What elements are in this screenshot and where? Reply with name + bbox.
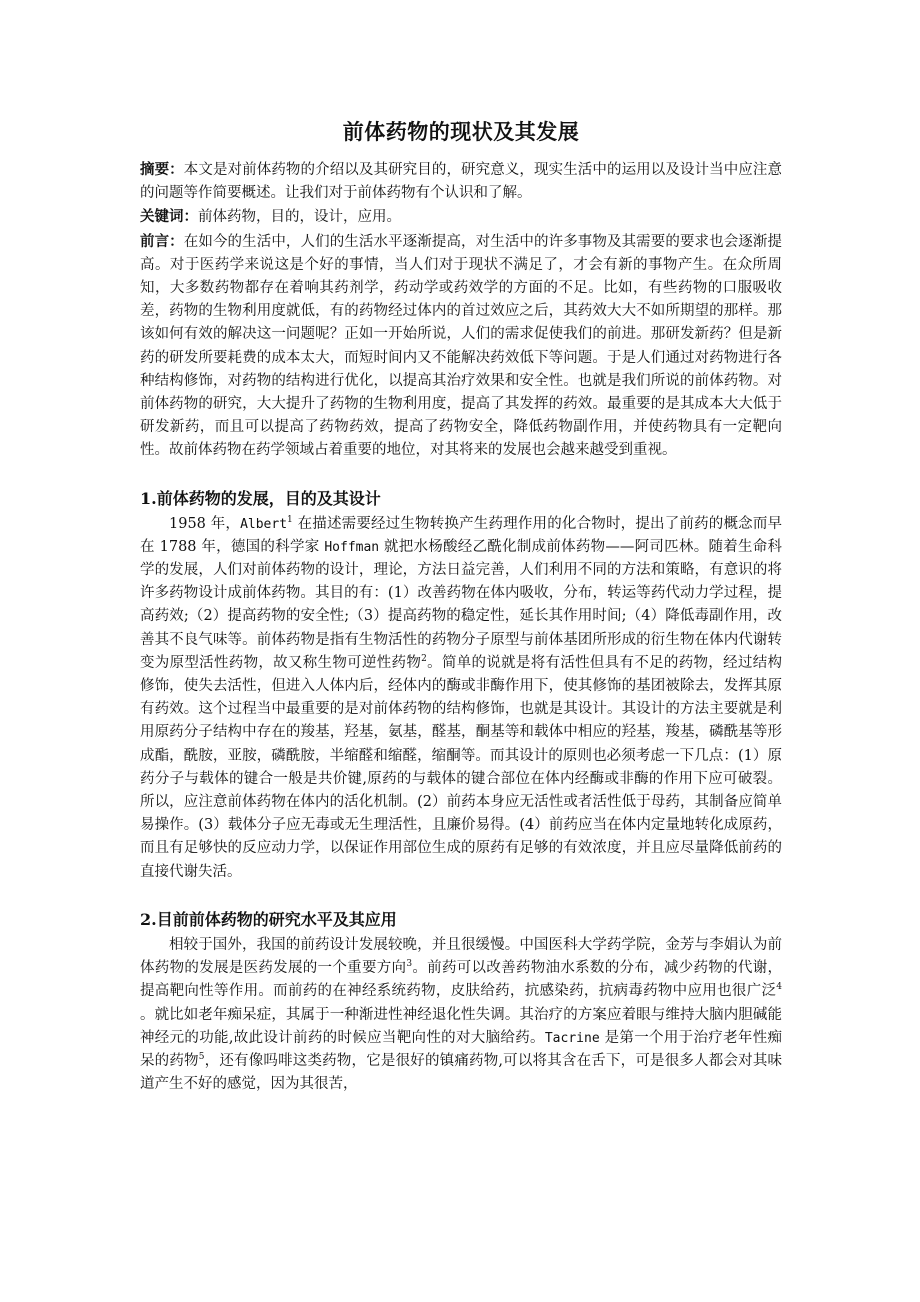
abstract-label: 摘要： — [140, 161, 184, 178]
section1-text-4: 。简单的说就是将有活性但具有不足的药物，经过结构修饰，使失去活性，但进入人体内后，经体内的酶或非酶作用下，使其修饰的基团被除去，发挥其原有药效。这个过程当中最重要的是对前体药物的结构修饰，也就是其设计。其设计的方法主要就是利用原药分子结构中存在的羧基，羟基，氨基，醛基，酮基等和载体中相应的羟基，羧基，磷酰基等形成酯，酰胺，亚胺，磷酰胺，半缩醛和缩醛，缩酮等。而其设计的原则也必须考虑一下几点：(1）原药分子与载体的键合一般是共价键,原药的与载体的键合部位在体内经酶或非酶的作用下应可破裂。所以，应注意前体药物在体内的活化机制。(2）前药本身应无活性或者活性低于母药，其制备应简单易操作。(3）载体分子应无毒或无生理活性，且廉价易得。(4）前药应当在体内定量地转化成原药，而且有足够快的反应动力学，以保证作用部位生成的原药有足够的有效浓度，并且应尽量降低前药的直接代谢失活。 — [140, 654, 782, 880]
document-title: 前体药物的现状及其发展 — [342, 119, 580, 144]
preface-text: 在如今的生活中，人们的生活水平逐渐提高，对生活中的许多事物及其需要的要求也会逐渐提高。对于医药学来说这是个好的事情，当人们对于现状不满足了，才会有新的事物产生。在众所周知，大多数药物都存在着响其药剂学，药动学或药效学的方面的不足。比如，有些药物的口服吸收差，药物的生物利用度就低，有的药物经过体内的首过效应之后，其药效大大不如所期望的那样。那该如何有效的解决这一问题呢？正如一开始所说，人们的需求促使我们的前进。那研发新药？但是新药的研发所要耗费的成本太大，而短时间内又不能解决药效低下等问题。于是人们通过对药物进行各种结构修饰，对药物的结构进行优化，以提高其治疗效果和安全性。也就是我们所说的前体药物。对前体药物的研究，大大提升了药物的生物利用度，提高了其发挥的药效。最重要的是其成本大大低于研发新药，而且可以提高了药物药效，提高了药物安全，降低药物副作用，并使药物具有一定靶向性。故前体药物在药学领域占着重要的地位，对其将来的发展也会越来越受到重视。 — [140, 233, 782, 459]
section2-heading: 2.目前前体药物的研究水平及其应用 — [140, 909, 397, 929]
section1-paragraph — [140, 513, 782, 884]
section1-text-3: 就把水杨酸经乙酰化制成前体药物——阿司匹林。随着生命科学的发展，人们对前体药物的设计，理论，方法日益完善，人们利用不同的方法和策略，有意识的将许多药物设计成前体药物。其目的有：(1）改善药物在体内吸收，分布，转运等药代动力学过程，提高药效;（2）提高药物的安全性;（3）提高药物的稳定性，延长其作用时间;（4）降低毒副作用，改善其不良气味等。前体药物是指有生物活性的药物分子原型与前体基团所形成的衍生物在体内代谢转变为原型活性药物，故又称生物可逆性药物 — [140, 538, 782, 671]
keywords-paragraph — [140, 205, 782, 229]
reference-5: 5 — [198, 1052, 205, 1063]
section2-text-1: 相较于国外，我国的前药设计发展较晚，并且很缓慢。中国医科大学药学院，金芳与李娟认为前体药物的发展是医药发展的一个重要方向 — [140, 936, 782, 977]
reference-3: 3 — [406, 959, 413, 970]
author-hoffman: Hoffman — [324, 539, 380, 555]
section1-heading: 1.前体药物的发展，目的及其设计 — [140, 488, 381, 508]
abstract-text: 本文是对前体药物的介绍以及其研究目的，研究意义，现实生活中的运用以及设计当中应注意的问题等作简要概述。让我们对于前体药物有个认识和了解。 — [140, 162, 782, 202]
drug-tacrine: Tacrine — [544, 1030, 600, 1046]
section2-text-4: 是第一个用于治疗老年性痴呆的药物 — [140, 1029, 783, 1069]
section2-text-2: 。前药可以改善药物油水系数的分布，减少药物的代谢，提高靶向性等作用。而前药的在神经系统药物，皮肤给药，抗感染药，抗病毒药物中应用也很广泛 — [140, 960, 782, 1000]
section1-text-1: 1958 年， — [169, 515, 241, 532]
keywords-label: 关键词： — [140, 208, 198, 226]
preface-paragraph — [140, 230, 782, 463]
abstract-paragraph — [140, 158, 782, 205]
section2-paragraph — [140, 934, 782, 1096]
section1-text-2: 在描述需要经过生物转换产生药理作用的化合物时，提出了前药的概念而早在 1788 年，德国的科学家 — [140, 515, 783, 555]
keywords-text: 前体药物，目的，设计，应用。 — [198, 209, 401, 226]
section2-text-5: ，还有像吗啡这类药物，它是很好的镇痛药物,可以将其含在舌下，可是很多人都会对其味道产生不好的感觉，因为其很苦， — [140, 1052, 783, 1093]
reference-2: 2 — [421, 654, 427, 665]
reference-4: 4 — [776, 982, 782, 993]
author-albert: Albert — [240, 516, 288, 532]
document-page — [140, 118, 782, 1096]
reference-1: 1 — [287, 514, 293, 525]
section2-text-3: 。就比如老年痴呆症，其属于一种渐进性神经退化性失调。其治疗的方案应着眼与维持大脑内胆碱能神经元的功能,故此设计前药的时候应当靶向性的对大脑给药。 — [140, 1006, 782, 1046]
preface-label: 前言： — [140, 232, 184, 250]
